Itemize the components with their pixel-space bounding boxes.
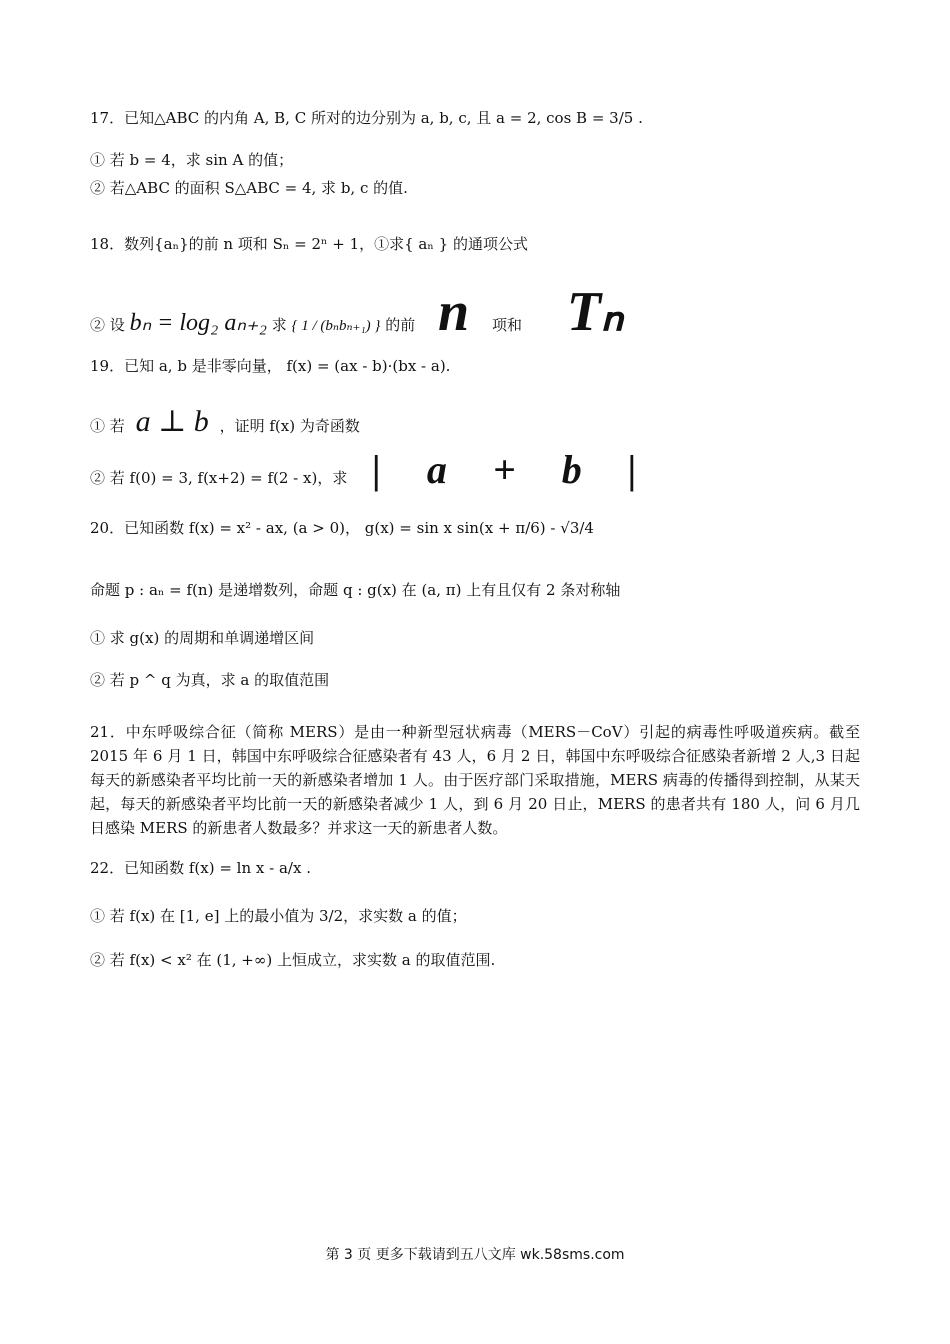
q19-part2 [90,448,655,492]
q18-sequence-expr: { 1 / (bₙbₙ₊₁) } [291,318,381,334]
q19-perp-expr: a ⊥ b [135,405,209,438]
q18-part2-ask: 求 [271,316,287,334]
q20-propositions: 命题 p : aₙ = f(n) 是递增数列，命题 q : g(x) 在 (a, π) 上有且仅有 2 条对称轴 [90,581,621,599]
q18-bn-formula: bₙ = log₂ aₙ₊₂ [129,310,267,336]
q19-part2-lead: ② 若 f(0) = 3, f(x+2) = f(2 - x)，求 [90,469,348,487]
q22-part1: ① 若 f(x) 在 [1, e] 上的最小值为 3/2，求实数 a 的值； [90,907,467,925]
q19-stem: 19．已知 a, b 是非零向量， f(x) = (ax - b)·(bx - a). [90,357,451,375]
q22-part2: ② 若 f(x) < x² 在 (1, +∞) 上恒成立，求实数 a 的取值范围. [90,951,496,969]
q19-part1-tail: ，证明 f(x) 为奇函数 [219,417,360,435]
q17-part2: ② 若△ABC 的面积 S△ABC = 4, 求 b, c 的值. [90,179,408,197]
page-footer: 第 3 页 更多下载请到五八文库 wk.58sms.com [325,1247,625,1263]
q18-part2-sum: 项和 [491,316,522,334]
q19-part1 [90,402,360,442]
q17-stem: 17．已知△ABC 的内角 A, B, C 所对的边分别为 a, b, c, 且 a = 2, cos B = 3/5 . [90,109,643,127]
q22-stem: 22．已知函数 f(x) = ln x - a/x . [90,859,311,877]
q18-part2-qian: 的前 [385,316,416,334]
q18-part2-lead: ② 设 [90,316,125,334]
q18-part2 [90,281,624,343]
q18-T-symbol: Tₙ [566,281,624,343]
q18-n-symbol: n [438,281,470,343]
q19-part1-lead: ① 若 [90,417,125,435]
q20-part1: ① 求 g(x) 的周期和单调递增区间 [90,629,315,647]
q20-part2: ② 若 p ^ q 为真，求 a 的取值范围 [90,671,330,689]
q17-part1: ① 若 b = 4，求 sin A 的值； [90,151,294,169]
q18-stem: 18．数列{aₙ}的前 n 项和 Sₙ = 2ⁿ + 1，①求{ aₙ } 的通项公式 [90,235,528,253]
q21-paragraph: 21．中东呼吸综合征（简称 MERS）是由一种新型冠状病毒（MERS－CoV）引起的病毒性呼吸道疾病。截至 2015 年 6 月 1 日，韩国中东呼吸综合征感染者有 43 人，6 月 2 日，韩国中东呼吸综合征感染者新增 2 人,3 日起每天的新感染者平均比前一天的新感染者增加 1 人。由于医疗部门采取措施，MERS 病毒的传播得到控制，从某天起，每天的新感染者平均比前一天的新感染者减少 1 人，到 6 月 20 日止，MERS 的患者共有 180 人，问 6 月几日感染 MERS 的新患者人数最多？并求这一天的新患者人数。 [90,723,860,837]
q20-stem: 20．已知函数 f(x) = x² - ax, (a > 0)， g(x) = sin x sin(x + π/6) - √3/4 [90,519,594,537]
q19-abs-expr: | a + b | [372,447,655,492]
